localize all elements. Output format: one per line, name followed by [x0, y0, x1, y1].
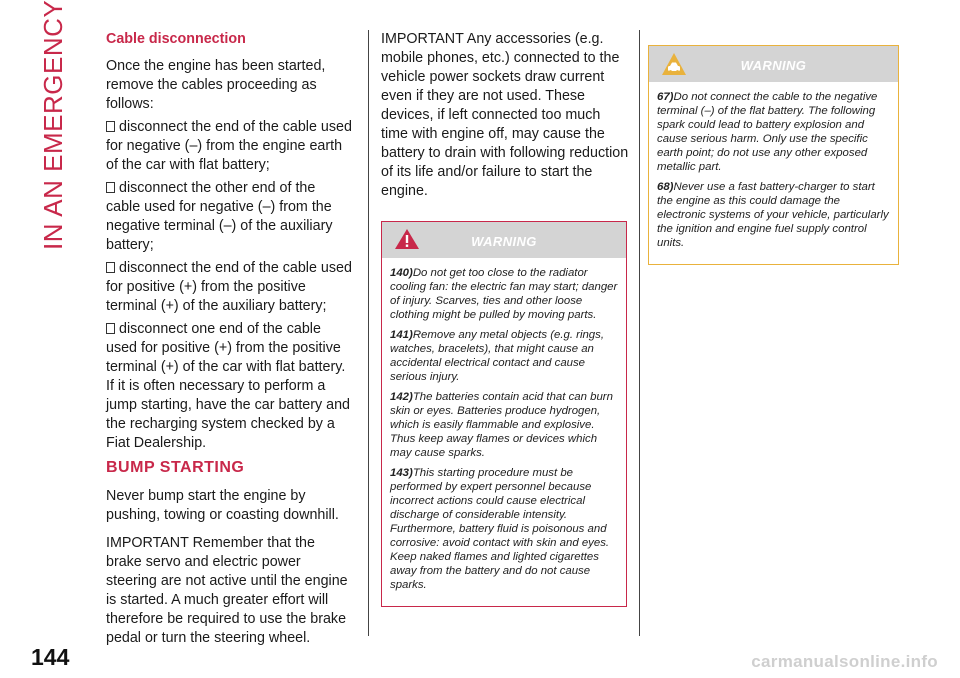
bullet-square-icon [106, 121, 115, 132]
list-item [106, 179, 353, 255]
page-number: 144 [31, 644, 70, 670]
column-divider [368, 30, 369, 636]
warning-item [390, 328, 618, 384]
warning-item [390, 390, 618, 460]
warning-item [657, 90, 890, 174]
warning-box [648, 45, 899, 265]
warning-item-text: Remove any metal objects (e.g. rings, watches, bracelets), that might cause an accidental electrical contact and cause serious injury. [390, 329, 605, 383]
intro-paragraph: Once the engine has been started, remove the cables proceeding as follows: [106, 58, 326, 112]
warning-item-number: 143) [390, 467, 413, 479]
list-item [106, 118, 353, 175]
chapter-side-title: IN AN EMERGENCY [38, 0, 68, 250]
list-item-text: disconnect the end of the cable used for negative (–) from the engine earth of the car with flat battery; [106, 119, 352, 173]
list-item [106, 259, 353, 316]
list-item [106, 320, 353, 377]
warning-box [381, 221, 627, 607]
important-brake-paragraph: IMPORTANT Remember that the brake servo and electric power steering are not active until the engine is started. A much greater effort will therefore be required to use the brake pedal or turn the steering wheel. [106, 535, 348, 646]
warning-item-text: Never use a fast battery-charger to start the engine as this could damage the electronic systems of your vehicle, particularly the ignition and engine fuel supply control units. [657, 181, 889, 249]
warning-item-number: 67) [657, 91, 674, 103]
column-3 [648, 45, 899, 265]
cable-disconnection-heading: Cable disconnection [106, 31, 246, 47]
warning-title: WARNING [471, 234, 537, 249]
bump-paragraph: Never bump start the engine by pushing, towing or coasting downhill. [106, 488, 339, 523]
warning-item-number: 68) [657, 181, 674, 193]
bump-starting-heading: BUMP STARTING [106, 459, 245, 476]
warning-item [657, 180, 890, 250]
warning-item-number: 140) [390, 267, 413, 279]
bullet-square-icon [106, 182, 115, 193]
column-divider [639, 30, 640, 636]
warning-item-number: 142) [390, 391, 413, 403]
warning-item-text: The batteries contain acid that can burn skin or eyes. Batteries produce hydrogen, which is easily flammable and explosive. Thus keep away flames or devices which may cause sparks. [390, 391, 613, 459]
warning-item-text: This starting procedure must be performed by expert personnel because incorrect actions could cause electrical discharge of considerable intensity. Furthermore, battery fluid is poisonous and corrosive: avoid contact with skin and eyes. Keep naked flames and lighted cigarettes away from the battery and do not cause sparks. [390, 467, 610, 591]
warning-item-text: Do not connect the cable to the negative terminal (–) of the flat battery. The following spark could lead to battery explosion and cause serious harm. Only use the specific earth point; do not use any other exposed metallic part. [657, 91, 878, 173]
bullet-square-icon [106, 262, 115, 273]
list-item-text: disconnect the end of the cable used for positive (+) from the positive terminal (+) of the auxiliary battery; [106, 260, 352, 314]
warning-item [390, 466, 618, 592]
warning-item-text: Do not get too close to the radiator cooling fan: the electric fan may start; danger of injury. Scarves, ties and other loose clothing might be pulled by moving parts. [390, 267, 618, 321]
list-item-text: disconnect the other end of the cable used for negative (–) from the negative terminal (–) of the auxiliary battery; [106, 180, 333, 253]
warning-title: WARNING [740, 58, 807, 73]
important-accessories-paragraph: IMPORTANT Any accessories (e.g. mobile phones, etc.) connected to the vehicle power sockets draw current even if they are not used. These devices, if left connected too much time with engine off, may cause the battery to drain with following reduction of its life and/or failure to start the engine. [381, 31, 629, 199]
warning-body [382, 258, 626, 606]
list-item-text: disconnect one end of the cable used for positive (+) from the positive terminal (+) of the car with flat battery. [106, 321, 346, 375]
warning-item [390, 266, 618, 322]
warning-item-number: 141) [390, 329, 413, 341]
warning-header [382, 222, 626, 258]
bullet-square-icon [106, 323, 115, 334]
warning-body [649, 82, 898, 264]
warning-header [649, 46, 898, 82]
footer-watermark: carmanualsonline.info [751, 652, 938, 671]
column-2 [381, 30, 629, 607]
column-1 [106, 30, 353, 648]
dealership-paragraph: If it is often necessary to perform a jump starting, have the car battery and the recharging system checked by a Fiat Dealership. [106, 378, 350, 451]
